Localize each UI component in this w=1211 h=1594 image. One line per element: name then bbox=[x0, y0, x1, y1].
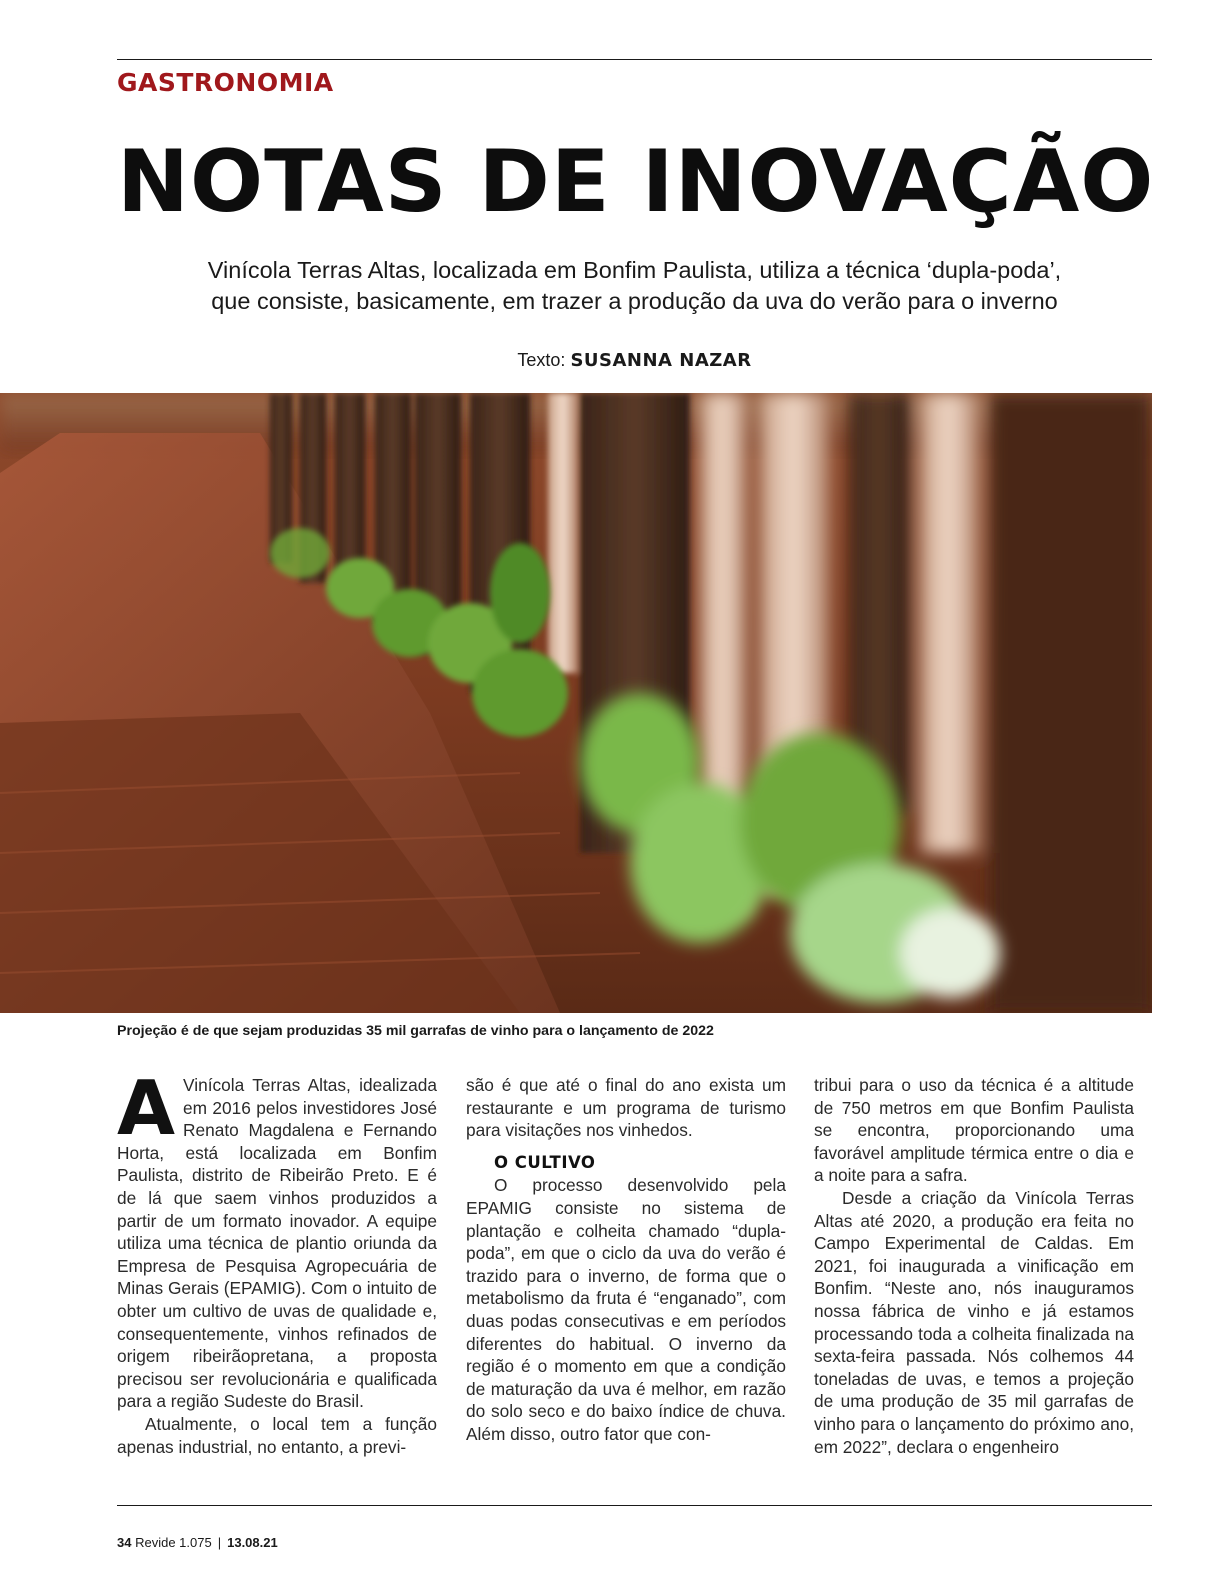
article-paragraph-3: O processo desenvolvido pela EPAMIG consiste no sistema de plantação e colheita chamado “dupla-poda”, em que o ciclo da uva do verão é trazido para o inverno, de forma que o metabolismo da fruta é “enganado”, com duas podas consecutivas e em períodos diferentes do habitual. O inverno da região é o momento em que a condição de maturação da uva é melhor, em razão do solo seco e do baixo índice de chuva. Além disso, outro fator que con- bbox=[466, 1175, 786, 1444]
page-number: 34 bbox=[117, 1535, 132, 1550]
article-column-3 bbox=[814, 1074, 1134, 1458]
byline bbox=[117, 350, 1152, 371]
subtitle-line-2: que consiste, basicamente, em trazer a produção da uva do verão para o inverno bbox=[211, 288, 1058, 314]
page-title: NOTAS DE INOVAÇÃO bbox=[117, 132, 1155, 232]
magazine-issue: Revide 1.075 bbox=[135, 1535, 212, 1550]
article-column-1 bbox=[117, 1064, 437, 1458]
article-column-2 bbox=[466, 1074, 786, 1446]
byline-author: SUSANNA NAZAR bbox=[570, 350, 752, 371]
paragraph-1-text: Vinícola Terras Altas, idealizada em 2016 pelos investidores José Renato Magdalena e Fernando Horta, está localizada em Bonfim Paulista, distrito de Ribeirão Preto. E é de lá que saem vinhos produzidos a partir de um formato inovador. A equipe utiliza uma técnica de plantio oriunda da Empresa de Pesquisa Agropecuária de Minas Gerais (EPAMIG). Com o intuito de obter um cultivo de uvas de qualidade e, consequentemente, vinhos refinados de origem ribeirãopretana, a proposta precisou ser revolucionária e qualificada para a região Sudeste do Brasil. bbox=[117, 1075, 437, 1412]
article-paragraph-2: Atualmente, o local tem a função apenas industrial, no entanto, a previ- bbox=[117, 1413, 437, 1457]
byline-label: Texto: bbox=[517, 350, 566, 370]
section-label: GASTRONOMIA bbox=[117, 68, 334, 97]
subhead-cultivo: O CULTIVO bbox=[494, 1152, 596, 1172]
article-paragraph-2-cont: são é que até o final do ano exista um restaurante e um programa de turismo para visitações nos vinhedos. bbox=[466, 1075, 786, 1141]
vineyard-photo bbox=[0, 393, 1152, 1013]
article-paragraph-3-cont: tribui para o uso da técnica é a altitude de 750 metros em que Bonfim Paulista se encontra, proporcionando uma favorável amplitude térmica entre o dia e a noite para a safra. bbox=[814, 1075, 1134, 1186]
bottom-rule bbox=[117, 1505, 1152, 1506]
subtitle-line-1: Vinícola Terras Altas, localizada em Bonfim Paulista, utiliza a técnica ‘dupla-poda’, bbox=[207, 257, 1062, 283]
article-paragraph-4: Desde a criação da Vinícola Terras Altas até 2020, a produção era feita no Campo Experimental de Caldas. Em 2021, foi inaugurada a vinificação em Bonfim. “Neste ano, nós inauguramos nossa fábrica de vinho e já estamos processando toda a colheita finalizada na sexta-feira passada. Nós colhemos 44 toneladas de uvas, e temos a projeção de uma produção de 35 mil garrafas de vinho para o lançamento do próximo ano, em 2022”, declara o engenheiro bbox=[814, 1187, 1134, 1457]
photo-caption: Projeção é de que sejam produzidas 35 mil garrafas de vinho para o lançamento de 2022 bbox=[117, 1023, 714, 1039]
drop-cap: A bbox=[117, 1064, 176, 1152]
issue-date: 13.08.21 bbox=[227, 1535, 278, 1550]
footer-separator: | bbox=[217, 1535, 222, 1550]
subtitle bbox=[117, 255, 1152, 317]
article-paragraph-1 bbox=[117, 1064, 437, 1413]
top-rule bbox=[117, 59, 1152, 60]
page-footer bbox=[117, 1535, 278, 1550]
vineyard-illustration bbox=[0, 393, 1152, 1013]
